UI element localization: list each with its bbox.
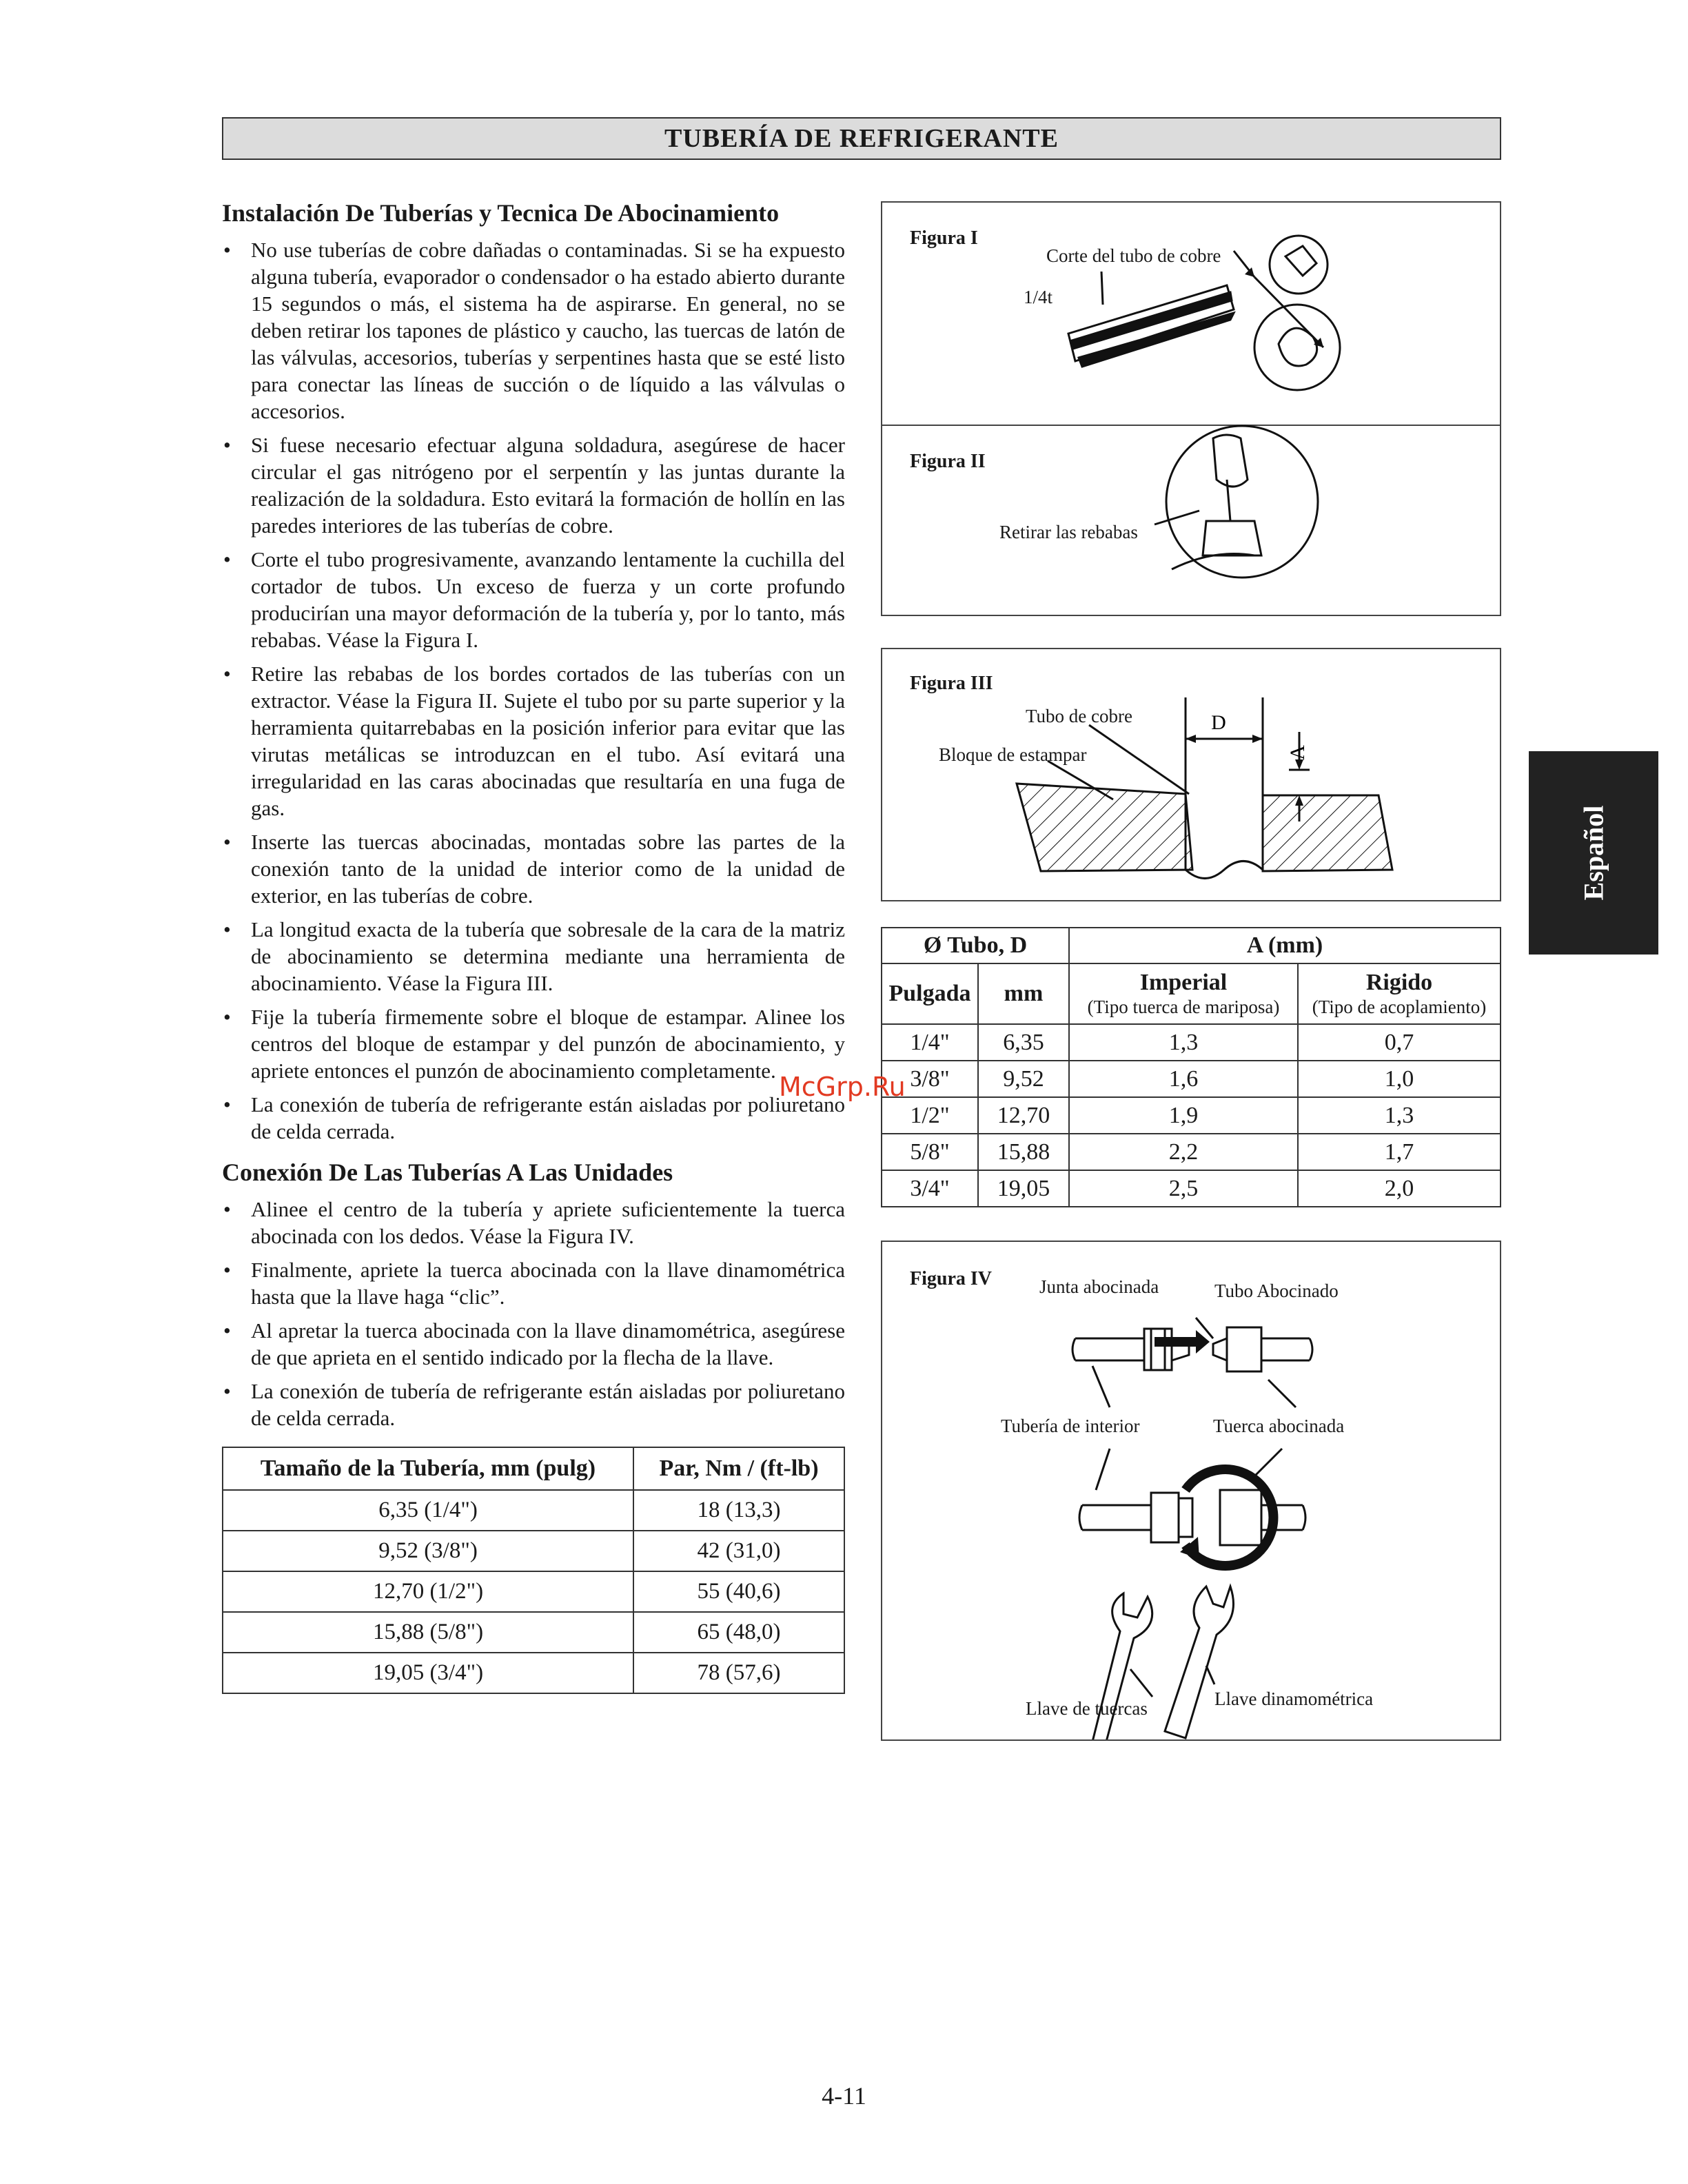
pipe-cut-illustration xyxy=(882,203,1500,423)
figure-4-box xyxy=(881,1241,1501,1741)
column-header: mm xyxy=(978,963,1069,1024)
page-title-banner xyxy=(222,117,1501,160)
column-header: Tamaño de la Tubería, mm (pulg) xyxy=(223,1447,633,1490)
language-side-tab xyxy=(1529,751,1658,955)
list-item: • Corte el tubo progresivamente, avanzando lentamente la cuchilla del cortador de tubos. Un exceso de fuerza y un corte profundo producirían una mayor deformación de la tubería y, por lo tanto, más rebabas. Véase la Figura I. xyxy=(223,547,845,652)
section-heading-installation: Instalación De Tuberías y Tecnica De Abocinamiento xyxy=(222,199,780,227)
figure-2-label: Figura II xyxy=(910,451,986,472)
table-row: 12,70 (1/2") 55 (40,6) xyxy=(223,1571,844,1612)
section-heading-connection: Conexión De Las Tuberías A Las Unidades xyxy=(222,1159,673,1186)
list-item: • Si fuese necesario efectuar alguna soldadura, asegúrese de hacer circular el gas nitrógeno por el serpentín y las juntas durante la realización de la soldadura. Esto evitará la formación de hollín en las paredes interiores de las tuberías de cobre. xyxy=(223,433,845,538)
figure-1-2-box xyxy=(881,201,1501,616)
fig4-flare-joint-caption: Junta abocinada xyxy=(1039,1276,1159,1297)
table-row: 1/4" 6,35 1,3 0,7 xyxy=(882,1024,1501,1061)
table-header-row xyxy=(223,1447,844,1490)
table-row: 1/2" 12,70 1,9 1,3 xyxy=(882,1097,1501,1134)
list-item: • Al apretar la tuerca abocinada con la llave dinamométrica, asegúrese de que aprieta en el sentido indicado por la flecha de la llave. xyxy=(223,1318,845,1369)
list-item: • La longitud exacta de la tubería que sobresale de la cara de la matriz de abocinamiento se determina mediante una herramienta de abocinamiento. Véase la Figura III. xyxy=(223,917,845,995)
list-item: • Inserte las tuercas abocinadas, montadas sobre las partes de la conexión tanto de la unidad de interior como de la unidad de exterior, en las tuberías de cobre. xyxy=(223,830,845,908)
list-item: • Alinee el centro de la tubería y apriete suficientemente la tuerca abocinada con los dedos. Véase la Figura IV. xyxy=(223,1197,845,1248)
list-item: • No use tuberías de cobre dañadas o contaminadas. Si se ha expuesto alguna tubería, evaporador o condensador o ha estado abierto durante 15 segundos o más, el sistema ha de aspirarse. En general, no se deben retirar los tapones de plástico y caucho, las tuercas de latón de las válvulas, accesorios, tuberías y serpentines hasta que se esté listo para conectar las líneas de succión o de líquido a las válvulas o accesorios. xyxy=(223,238,845,423)
left-column xyxy=(222,196,845,1694)
torque-table xyxy=(222,1447,845,1694)
fig3-tube-caption: Tubo de cobre xyxy=(1026,706,1132,726)
installation-list xyxy=(222,236,845,1145)
table-row: 19,05 (3/4") 78 (57,6) xyxy=(223,1653,844,1693)
list-item: • Fije la tubería firmemente sobre el bloque de estampar. Alinee los centros del bloque de estampar y del punzón de abocinamiento, y apriete entonces el punzón de abocinamiento completamente. xyxy=(223,1005,845,1083)
flare-connection-illustration xyxy=(882,1242,1500,1739)
column-header: Rigido (Tipo de acoplamiento) xyxy=(1298,963,1501,1024)
column-header: Ø Tubo, D xyxy=(882,928,1069,963)
flaring-block-illustration xyxy=(882,649,1500,900)
list-item: • Retire las rebabas de los bordes cortados de las tuberías con un extractor. Véase la Figura II. Sujete el tubo por su parte superior y la herramienta quitarrebabas en la posición inferior para evitar que las virutas metálicas se introduzcan en el tubo. Así evitará una irregularidad en las caras abocinadas que resultaría en una fuga de gas. xyxy=(223,662,845,820)
table-row: 5/8" 15,88 2,2 1,7 xyxy=(882,1134,1501,1170)
figure-4-label: Figura IV xyxy=(910,1268,992,1289)
table-header-row xyxy=(882,963,1501,1024)
column-header: Pulgada xyxy=(882,963,978,1024)
table-row: 6,35 (1/4") 18 (13,3) xyxy=(223,1490,844,1531)
column-header: Par, Nm / (ft-lb) xyxy=(633,1447,844,1490)
figure-3-label: Figura III xyxy=(910,673,993,694)
fig2-deburr-caption: Retirar las rebabas xyxy=(999,522,1138,542)
column-header: A (mm) xyxy=(1069,928,1501,963)
table-row: 3/4" 19,05 2,5 2,0 xyxy=(882,1170,1501,1207)
fig4-indoor-pipe-caption: Tubería de interior xyxy=(1001,1416,1140,1436)
fig3-a-label: A xyxy=(1286,745,1309,760)
flare-dimension-table xyxy=(881,927,1501,1207)
list-item: • La conexión de tubería de refrigerante están aisladas por poliuretano de celda cerrada. xyxy=(223,1379,845,1430)
fig3-d-label: D xyxy=(1211,711,1226,734)
watermark: McGrp.Ru xyxy=(779,1072,906,1102)
list-item: • Finalmente, apriete la tuerca abocinada con la llave dinamométrica hasta que la llave haga “clic”. xyxy=(223,1258,845,1309)
fig4-torque-wrench-caption: Llave dinamométrica xyxy=(1214,1688,1374,1709)
table-row: 3/8" 9,52 1,6 1,0 xyxy=(882,1061,1501,1097)
figure-1-label: Figura I xyxy=(910,227,978,249)
page-title: TUBERÍA DE REFRIGERANTE xyxy=(664,124,1059,153)
figure-3-box xyxy=(881,648,1501,901)
deburr-illustration xyxy=(882,425,1500,618)
fig1-cut-caption: Corte del tubo de cobre xyxy=(1046,245,1221,266)
fig4-spanner-caption: Llave de tuercas xyxy=(1026,1698,1148,1719)
fig4-flared-tube-caption: Tubo Abocinado xyxy=(1214,1280,1339,1301)
table-header-row xyxy=(882,928,1501,963)
column-header: Imperial (Tipo tuerca de mariposa) xyxy=(1069,963,1298,1024)
fig4-flare-nut-caption: Tuerca abocinada xyxy=(1213,1416,1345,1436)
fig1-quarter-caption: 1/4t xyxy=(1024,287,1053,307)
page-number: 4-11 xyxy=(822,2082,866,2110)
connection-list xyxy=(222,1196,845,1431)
fig3-block-caption: Bloque de estampar xyxy=(939,744,1087,765)
list-item: • La conexión de tubería de refrigerante están aisladas por poliuretano de celda cerrada. xyxy=(223,1092,845,1143)
language-label: Español xyxy=(1578,805,1609,901)
table-row: 15,88 (5/8") 65 (48,0) xyxy=(223,1612,844,1653)
table-row: 9,52 (3/8") 42 (31,0) xyxy=(223,1531,844,1571)
